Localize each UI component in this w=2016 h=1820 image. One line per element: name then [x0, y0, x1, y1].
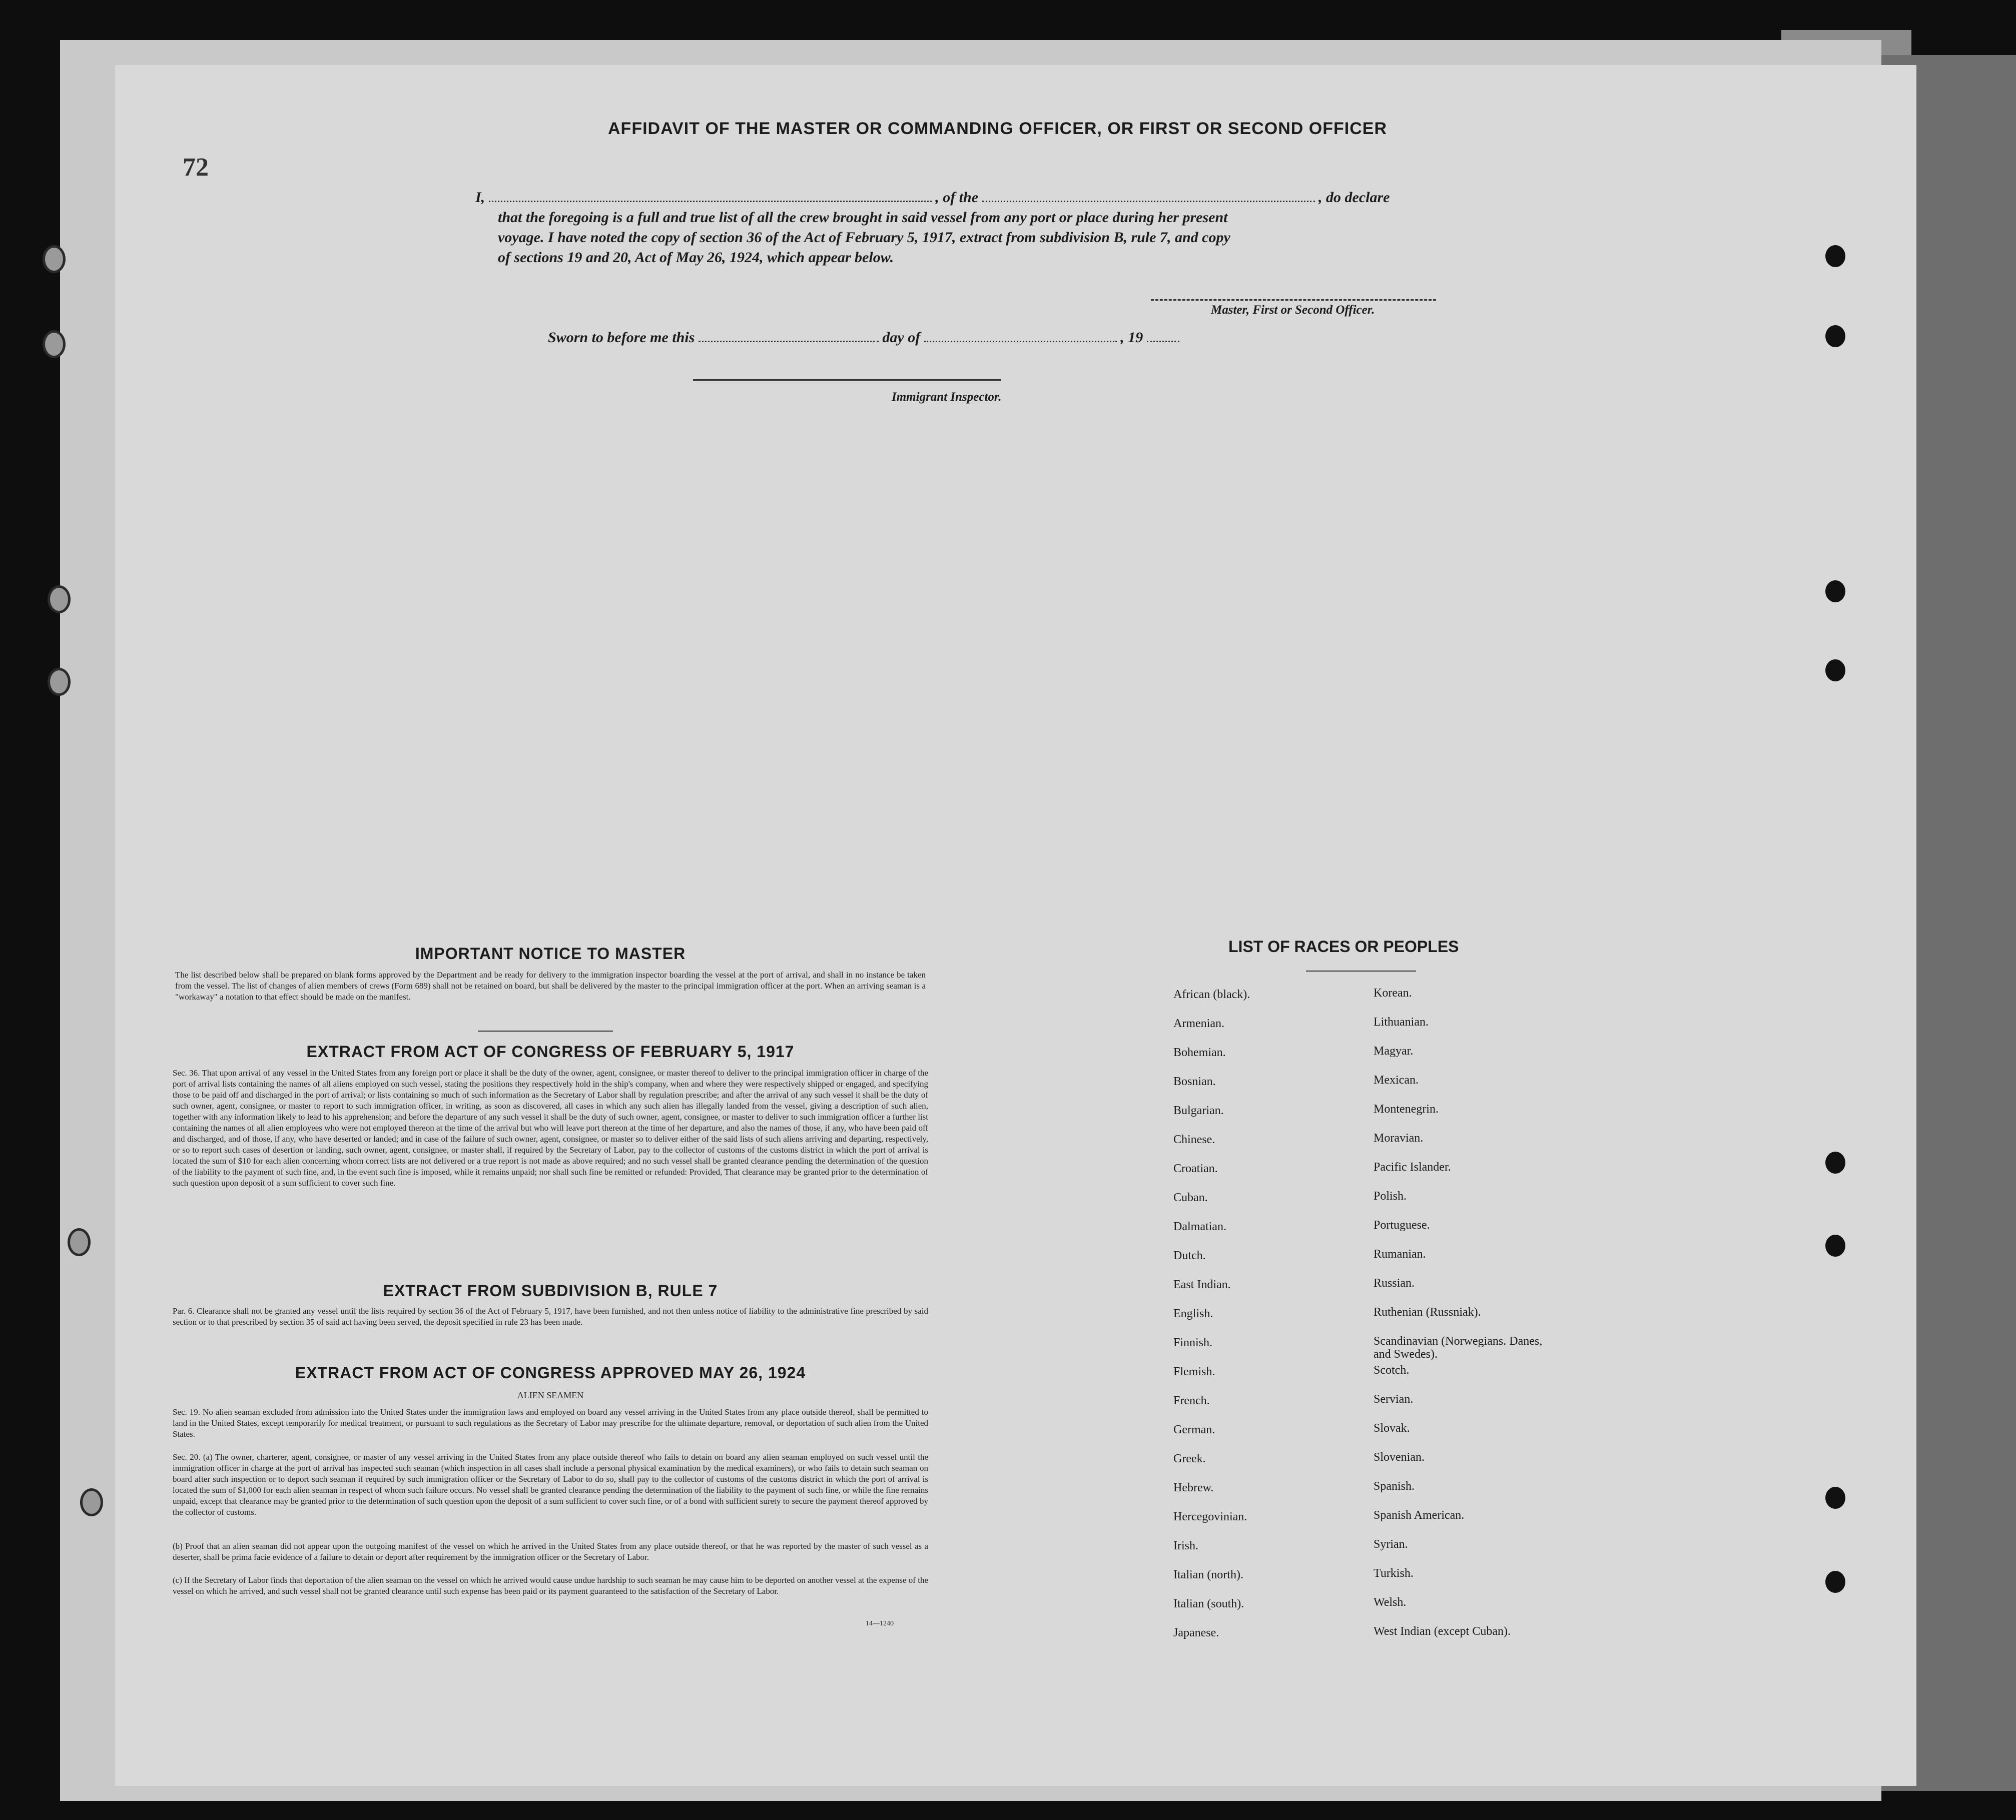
race-item: Rumanian. — [1374, 1248, 1426, 1261]
race-item: Armenian. — [1173, 1017, 1224, 1030]
extract2-title: EXTRACT FROM SUBDIVISION B, RULE 7 — [383, 1282, 718, 1300]
race-item: German. — [1173, 1423, 1215, 1436]
extract3-sec19: Sec. 19. No alien seaman excluded from admission into the United States under the immigration laws and employed on board any vessel arriving in the United States from any place outside thereof, shall be permitted to land in the United States, except temporarily for medical treatment, or pursuant to such regulations as the Secretary of Labor may prescribe for the ultimate departure, removal, or deportation of such alien from the United States. — [173, 1407, 928, 1439]
sworn-line — [548, 329, 1179, 346]
name-blank[interactable] — [489, 201, 932, 202]
punch-hole — [1825, 1152, 1845, 1174]
punch-hole — [48, 585, 71, 613]
race-item: Spanish. — [1374, 1480, 1415, 1493]
extract3-sec20c: (c) If the Secretary of Labor finds that deportation of the alien seaman on the vessel on which he arrived would cause undue hardship to such seaman he may cause him to be deported on another vessel at the expense of the vessel on which he arrived, and such vessel shall not be granted clearance until such expense has been paid or its payment guaranteed to the satisfaction of the Secretary of Labor. — [173, 1575, 928, 1596]
race-item: Polish. — [1374, 1190, 1407, 1203]
punch-hole — [48, 668, 71, 696]
race-item: Montenegrin. — [1374, 1103, 1439, 1116]
race-item: West Indian (except Cuban). — [1374, 1625, 1511, 1638]
sworn-day-of: day of — [882, 329, 921, 346]
race-item: Slovak. — [1374, 1422, 1410, 1435]
race-item: Dutch. — [1173, 1249, 1206, 1262]
vessel-blank[interactable] — [982, 201, 1315, 202]
extract1-title: EXTRACT FROM ACT OF CONGRESS OF FEBRUARY 5, 1917 — [306, 1043, 795, 1061]
race-item: Bosnian. — [1173, 1075, 1216, 1088]
punch-hole — [1825, 245, 1845, 267]
affidavit-of-the-label: , of the — [935, 189, 979, 206]
race-item: Syrian. — [1374, 1538, 1408, 1551]
extract3-sec20a: Sec. 20. (a) The owner, charterer, agent, consignee, or master of any vessel arriving in the United States from any place outside thereof who fails to detain on board any alien seaman employed on such vessel until the immigration officer in charge at the port of arrival has inspected such seaman (which inspection in all cases shall include a personal physical examination by the medical examiners), or who fails to detain such seaman on board after such inspection or to deport such seaman if required by such immigration officer or the Secretary of Labor to do so, shall pay to the collector of customs of the customs district in which the port of arrival is located the sum of $1,000 for each alien seaman in respect of whom such failure occurs. No vessel shall be granted clearance pending the determination of the liability to the payment of such fine, or while the fine remains unpaid, except that clearance may be granted prior to the determination of such question upon the deposit of a sum sufficient to cover such fine, or of a bond with sufficient surety to secure the payment thereof approved by the collector of customs. — [173, 1452, 928, 1517]
notice-body: The list described below shall be prepared on blank forms approved by the Department and be ready for delivery to the immigration inspector boarding the vessel at the port of arrival, and shall in no instance be taken from the vessel. The list of changes of alien members of crews (Form 689) shall not be retained on board, but shall be delivered by the master to the principal immigration officer at the port. When an arriving seaman is a "workaway" a notation to that effect should be made on the manifest. — [175, 970, 926, 1002]
extract3-subtitle: ALIEN SEAMEN — [517, 1390, 584, 1400]
page-number: 72 — [183, 153, 209, 182]
punch-hole — [1825, 580, 1845, 602]
race-item: Korean. — [1374, 987, 1412, 1000]
race-item: Flemish. — [1173, 1365, 1215, 1378]
inspector-signature-line[interactable] — [693, 379, 1001, 381]
race-item: Pacific Islander. — [1374, 1161, 1451, 1174]
race-item: Magyar. — [1374, 1045, 1414, 1058]
race-item: Scandinavian (Norwegians. Danes, and Swedes). — [1374, 1335, 1543, 1361]
punch-hole — [43, 330, 66, 358]
affidavit-text-line: that the foregoing is a full and true list of all the crew brought in said vessel from any port or place during her present — [498, 209, 1228, 226]
form-sheet — [115, 65, 1916, 1786]
form-number: 14—1240 — [866, 1620, 894, 1627]
extract3-sec20b: (b) Proof that an alien seaman did not appear upon the outgoing manifest of the vessel on which he arrived in the United States from any place outside thereof, or that he was reported by the master of such vessel as a deserter, shall be prima facie evidence of a failure to detain or deport after requirement by the immigration officer or the Secretary of Labor. — [173, 1541, 928, 1562]
punch-hole — [1825, 1235, 1845, 1257]
race-item: Italian (south). — [1173, 1597, 1244, 1610]
punch-hole — [1825, 1487, 1845, 1509]
race-item: Croatian. — [1173, 1162, 1218, 1175]
race-item: English. — [1173, 1307, 1213, 1320]
race-item: Portuguese. — [1374, 1219, 1430, 1232]
race-item: Moravian. — [1374, 1132, 1424, 1145]
divider — [478, 1031, 613, 1032]
punch-hole — [43, 245, 66, 273]
punch-hole — [1825, 1571, 1845, 1593]
extract2-body: Par. 6. Clearance shall not be granted any vessel until the lists required by section 36 of the Act of February 5, 1917, have been furnished, and not then unless notice of liability to the administrative fine prescribed by said section or to that prescribed by section 35 of said act having been served, the deposit specified in rule 23 has been made. — [173, 1306, 928, 1327]
race-item: Slovenian. — [1374, 1451, 1425, 1464]
sworn-day-blank[interactable] — [699, 341, 879, 342]
punch-hole — [1825, 659, 1845, 681]
race-item: Japanese. — [1173, 1626, 1219, 1639]
race-item: Italian (north). — [1173, 1568, 1243, 1581]
sworn-month-blank[interactable] — [924, 341, 1117, 342]
sworn-year-blank[interactable] — [1147, 341, 1179, 342]
sworn-year: , 19 — [1120, 329, 1143, 346]
race-item: French. — [1173, 1394, 1210, 1407]
races-left-column — [1173, 988, 1250, 1655]
punch-hole — [80, 1488, 103, 1516]
race-item: Ruthenian (Russniak). — [1374, 1306, 1481, 1319]
master-signature-line[interactable] — [1151, 299, 1436, 301]
extract3-title: EXTRACT FROM ACT OF CONGRESS APPROVED MAY 26, 1924 — [295, 1364, 806, 1382]
race-item: Spanish American. — [1374, 1509, 1465, 1522]
race-item: Hebrew. — [1173, 1481, 1214, 1494]
affidavit-i-label: I, — [475, 189, 485, 206]
race-item: Russian. — [1374, 1277, 1415, 1290]
race-item: Lithuanian. — [1374, 1016, 1429, 1029]
master-caption: Master, First or Second Officer. — [1211, 303, 1375, 317]
race-item: Bulgarian. — [1173, 1104, 1224, 1117]
race-item: Finnish. — [1173, 1336, 1213, 1349]
inspector-caption: Immigrant Inspector. — [892, 390, 1002, 404]
affidavit-declare-label: , do declare — [1318, 189, 1390, 206]
race-item: Dalmatian. — [1173, 1220, 1226, 1233]
race-item: Hercegovinian. — [1173, 1510, 1247, 1523]
document-page — [60, 40, 1881, 1801]
race-item: Greek. — [1173, 1452, 1206, 1465]
races-title: LIST OF RACES OR PEOPLES — [1228, 938, 1459, 956]
extract1-body: Sec. 36. That upon arrival of any vessel in the United States from any foreign port or place it shall be the duty of the owner, agent, consignee, or master thereof to deliver to the principal immigration officer in charge of the port of arrival lists containing the names of all aliens employed on such vessel, stating the positions they respectively hold in the ship's company, when and where they were respectively shipped or engaged, and specifying those to be paid off and discharged in the port of arrival; or lists containing so much of such information as the Secretary of Labor shall by regulation prescribe; and after the arrival of any such vessel it shall be the duty of such owner, agent, consignee, or master to report to such immigration officer, in writing, as soon as discovered, all cases in which any such alien has illegally landed from the vessel, giving a description of such alien, together with any information likely to lead to his apprehension; and before the departure of any such vessel it shall be the duty of such owner, agent, consignee, or master to deliver to such immigration officer a further list containing the names of all alien employees who were not employed thereon at the time of the arrival but who will leave port thereon at the time of her departure, and also the names of those, if any, who have been paid off and discharged, and of those, if any, who have deserted or landed; and in case of the failure of such owner, agent, consignee, or master so to deliver either of the said lists of such aliens arriving and departing, respectively, or so to report such cases of desertion or landing, such owner, agent, consignee, or master shall, if required by the Secretary of Labor, pay to the collector of customs of the customs district in which the port of arrival is located the sum of $10 for each alien concerning whom correct lists are not delivered or a true report is not made as above required; and no such vessel shall be granted clearance pending the determination of the question of the liability to the payment of such fine, and, in the event such fine is imposed, while it remains unpaid; nor shall such fine be remitted or refunded: Provided, That clearance may be granted prior to the determination of such question upon deposit of a sum sufficient to cover such fine. — [173, 1068, 928, 1188]
punch-hole — [68, 1228, 91, 1256]
punch-hole — [1825, 325, 1845, 347]
race-item: Bohemian. — [1173, 1046, 1226, 1059]
sworn-prefix: Sworn to before me this — [548, 329, 695, 346]
race-item: African (black). — [1173, 988, 1250, 1001]
race-item: Scotch. — [1374, 1364, 1410, 1377]
race-item: East Indian. — [1173, 1278, 1231, 1291]
affidavit-title: AFFIDAVIT OF THE MASTER OR COMMANDING OFFICER, OR FIRST OR SECOND OFFICER — [608, 119, 1387, 138]
race-item: Servian. — [1374, 1393, 1414, 1406]
race-item: Irish. — [1173, 1539, 1198, 1552]
notice-title: IMPORTANT NOTICE TO MASTER — [415, 945, 686, 963]
race-item: Cuban. — [1173, 1191, 1208, 1204]
affidavit-declaration-line — [475, 189, 1390, 206]
race-item: Turkish. — [1374, 1567, 1414, 1580]
race-item: Welsh. — [1374, 1596, 1407, 1609]
races-right-column — [1374, 987, 1554, 1654]
affidavit-text-line: of sections 19 and 20, Act of May 26, 1924, which appear below. — [498, 249, 894, 266]
affidavit-text-line: voyage. I have noted the copy of section 36 of the Act of February 5, 1917, extract from subdivision B, rule 7, and copy — [498, 229, 1230, 246]
divider — [1306, 971, 1416, 972]
race-item: Mexican. — [1374, 1074, 1419, 1087]
race-item: Chinese. — [1173, 1133, 1215, 1146]
